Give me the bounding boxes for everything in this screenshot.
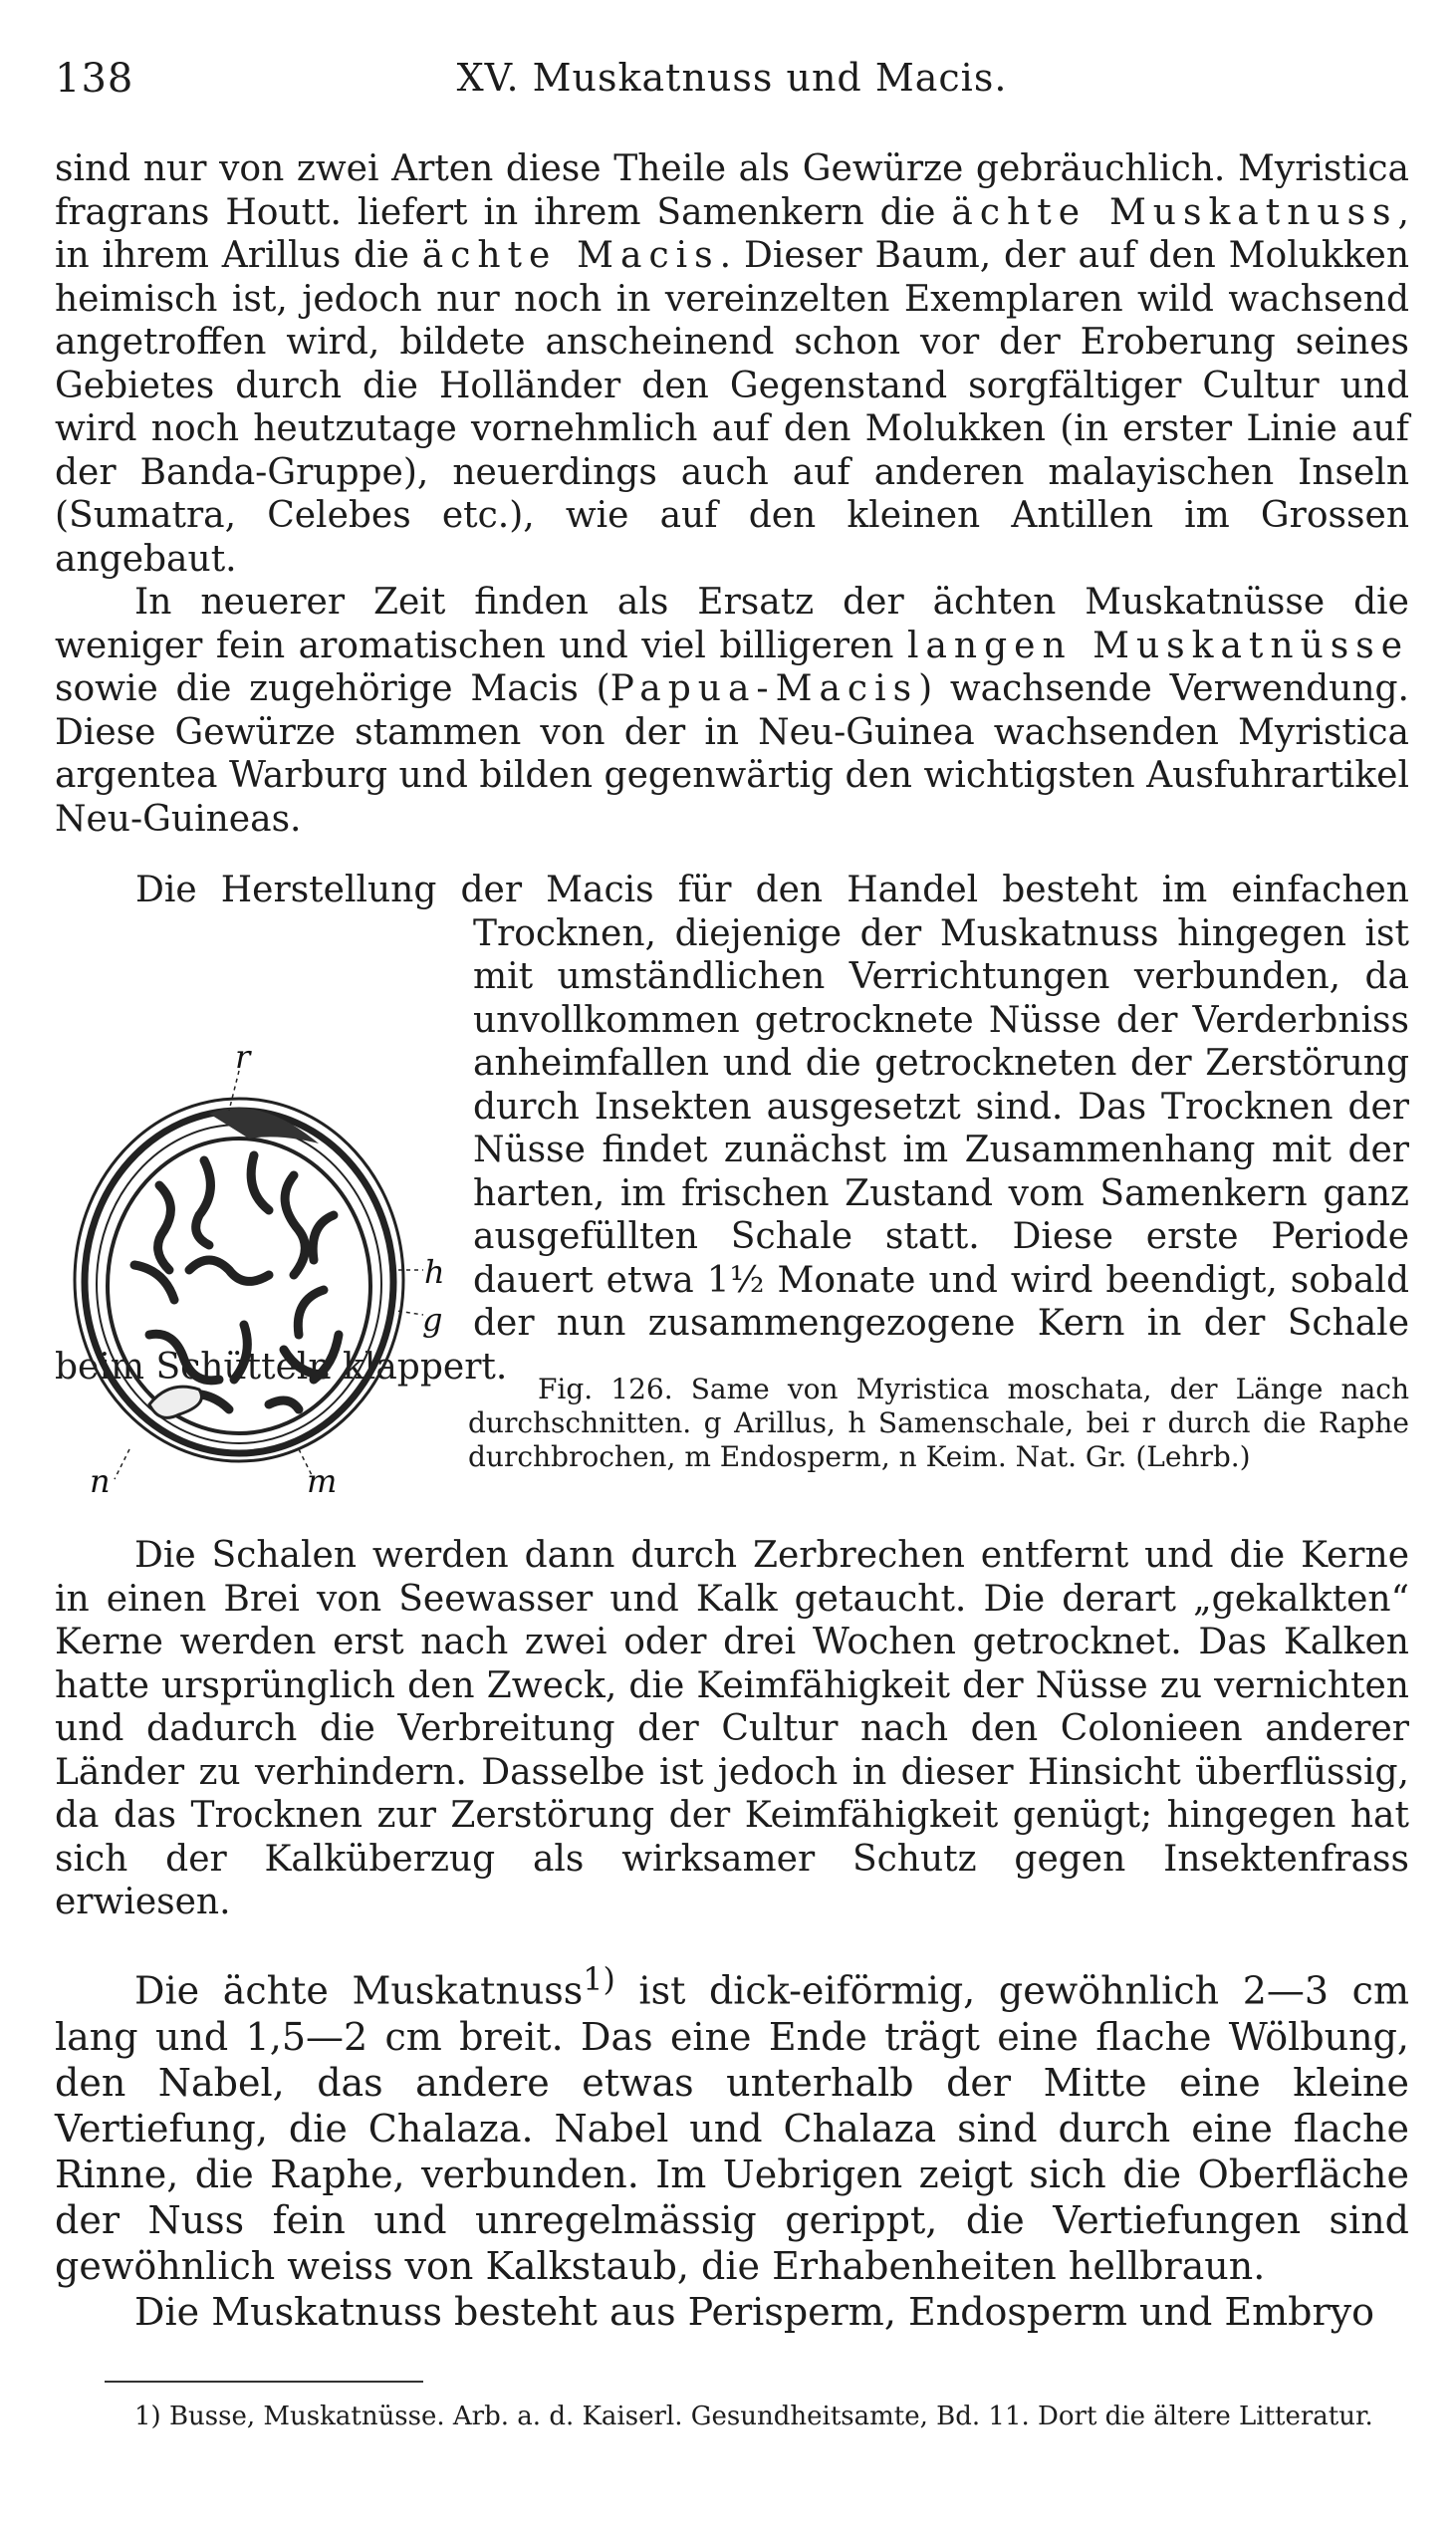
spaced-term: langen Muskatnüsse [906, 625, 1410, 666]
text-block-kalken [55, 1534, 1409, 1924]
page-number: 138 [55, 56, 134, 102]
spaced-term: ächte Muskatnuss [951, 191, 1398, 233]
paragraph-lange-muskatnuesse: In neuerer Zeit finden als Ersatz der ächten Muskatnüsse die weniger fein aromatischen und viel billigeren langen Muskatnüsse sowie die zugehörige Macis (Papua-Macis) wachsende Verwendung. Diese Gewürze stammen von der in Neu-Guinea wachsenden Myristica argentea Warburg und bilden gegenwärtig den wichtigsten Ausfuhrartikel Neu-Guineas. [55, 582, 1410, 840]
ruminate-tissue [134, 1155, 339, 1409]
figure-nutmeg-section [40, 1036, 445, 1500]
paragraph-bestandteile: Die Muskatnuss besteht aus Perisperm, Endosperm und Embryo [134, 2289, 1374, 2334]
footnote-mark: 1) [583, 1962, 615, 1998]
nutmeg-section-illustration [40, 1036, 445, 1500]
figure-caption: Fig. 126. Same von Myristica moschata, der Länge nach durchschnitten. g Arillus, h Samenschale, bei r durch die Raphe durchbrochen, m Endosperm, n Keim. Nat. Gr. (Lehrb.) [468, 1373, 1409, 1473]
label-h: h [424, 1253, 445, 1291]
page-header [55, 48, 1409, 108]
label-m: m [307, 1462, 338, 1500]
footnote: 1) Busse, Muskatnüsse. Arb. a. d. Kaiserl. Gesundheitsamte, Bd. 11. Dort die ältere Litteratur. [134, 2402, 1373, 2431]
paragraph-herstellung: Die Herstellung der Macis für den Handel besteht im einfachen Trocknen, diejenige der Muskatnuss hingegen ist mit umständlichen Verrichtungen verbunden, da unvollkommen getrocknete Nüsse der Verderbniss anheimfallen und die getrockneten der Zerstörung durch Insekten ausgesetzt sind. Das Trocknen der Nüsse findet zunächst im Zusammenhang mit der harten, im frischen Zustand vom Samenkern ganz ausgefüllten Schale statt. Diese erste Periode dauert etwa 1½ Monate und wird beendigt, sobald der nun zusammengezogene Kern in der Schale beim Schütteln klappert. [55, 870, 1409, 1388]
paragraph-aechte-muskatnuss: Die ächte Muskatnuss$^{1)}$ ist dick-eiförmig, gewöhnlich 2—3 cm lang und 1,5—2 cm breit. Das eine Ende trägt eine flache Wölbung, den Nabel, das andere etwas unterhalb der Mitte eine kleine Vertiefung, die Chalaza. Nabel und Chalaza sind durch eine flache Rinne, die Raphe, verbunden. Im Uebrigen zeigt sich die Oberfläche der Nuss fein und unregelmässig gerippt, die Vertiefungen sind gewöhnlich weiss von Kalkstaub, die Erhabenheiten hellbraun. [55, 1962, 1409, 2288]
paragraph-myristica-fragrans: sind nur von zwei Arten diese Theile als Gewürze gebräuchlich. Myristica fragrans Houtt. liefert in ihrem Samenkern die ächte Muskatnuss, in ihrem Arillus die ächte Macis. Dieser Baum, der auf den Molukken heimisch ist, jedoch nur noch in vereinzelten Exemplaren wild wachsend angetroffen wird, bildete anscheinend schon vor der Eroberung seines Gebietes durch die Holländer den Gegenstand sorgfältiger Cultur und wird noch heutzutage vornehmlich auf den Molukken (in erster Linie auf der Banda-Gruppe), neuerdings auch auf anderen malayischen Inseln (Sumatra, Celebes etc.), wie auf den kleinen Antillen im Grossen angebaut. [55, 148, 1410, 580]
paragraph-kalken: Die Schalen werden dann durch Zerbrechen entfernt und die Kerne in einen Brei von Seewasser und Kalk getaucht. Die derart „gekalkten“ Kerne werden erst nach zwei oder drei Wochen getrocknet. Das Kalken hatte ursprünglich den Zweck, die Keimfähigkeit der Nüsse zu vernichten und dadurch die Verbreitung der Cultur nach den Colonieen anderer Länder zu verhindern. Dasselbe ist jedoch in dieser Hinsicht überflüssig, da das Trocknen zur Zerstörung der Keimfähigkeit genügt; hingegen hat sich der Kalküberzug als wirksamer Schutz gegen Insektenfrass erwiesen. [55, 1535, 1409, 1922]
label-n: n [90, 1462, 111, 1500]
text-block-intro [55, 147, 1409, 841]
spaced-term: ächte Macis [421, 235, 720, 276]
text-block-beschreibung [55, 1957, 1409, 2335]
endosperm-outline [108, 1139, 370, 1433]
label-r: r [235, 1038, 251, 1076]
footnote-divider [105, 2381, 423, 2383]
spaced-term: Papua-Macis [609, 668, 919, 709]
embryo-shape [149, 1387, 202, 1417]
label-g: g [422, 1301, 443, 1339]
running-head: XV. Muskatnuss und Macis. [456, 56, 1008, 100]
